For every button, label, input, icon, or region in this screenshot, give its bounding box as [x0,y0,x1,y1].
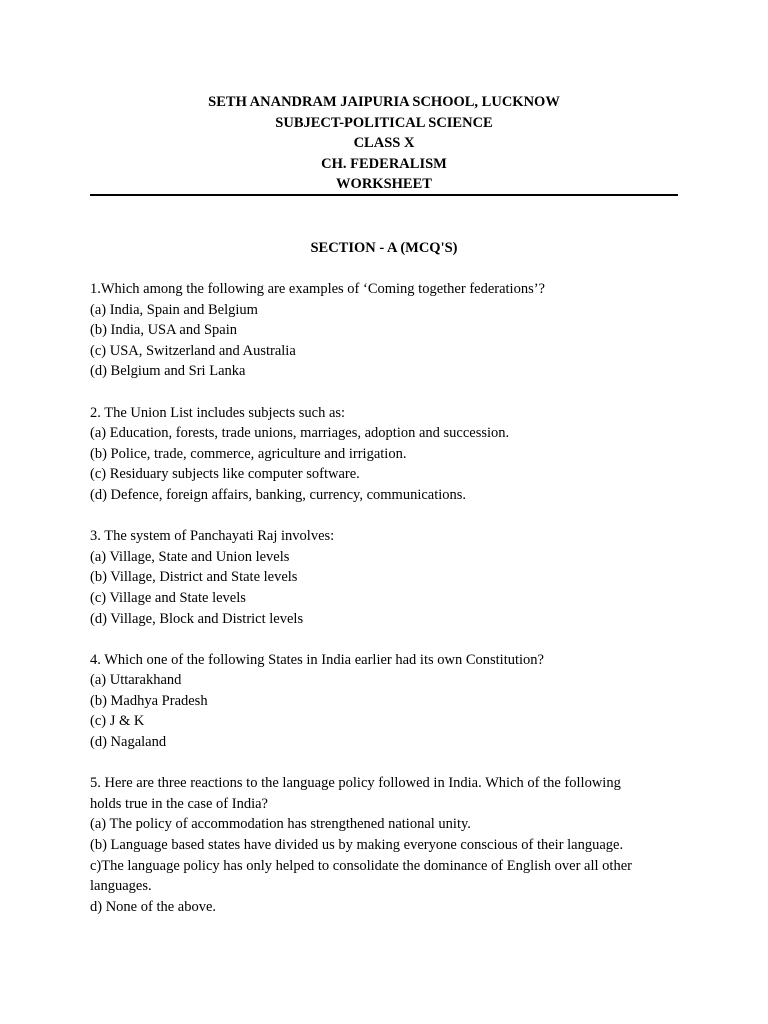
question-5-option-c: c)The language policy has only helped to consolidate the dominance of English over all other [90,857,632,874]
question-4-option-a: (a) Uttarakhand [90,672,182,689]
question-5 [90,773,680,917]
question-3-option-d: (d) Village, Block and District levels [90,610,304,627]
question-1-option-c: (c) USA, Switzerland and Australia [90,342,296,359]
question-2-option-b: (b) Police, trade, commerce, agriculture and irrigation. [90,445,407,462]
question-list [90,279,680,938]
question-5-text-continued: holds true in the case of India? [90,795,268,812]
question-3-option-a: (a) Village, State and Union levels [90,548,290,565]
question-2-option-d: (d) Defence, foreign affairs, banking, currency, communications. [90,486,467,503]
question-5-option-b: (b) Language based states have divided us by making everyone conscious of their language. [90,837,624,854]
question-3-option-b: (b) Village, District and State levels [90,569,298,586]
question-3 [90,526,680,629]
question-4-option-d: (d) Nagaland [90,734,167,751]
question-1-text: 1.Which among the following are examples of ‘Coming together federations’? [90,281,545,297]
question-4-option-c: (c) J & K [90,713,145,730]
question-2-option-a: (a) Education, forests, trade unions, marriages, adoption and succession. [90,425,510,442]
question-5-option-d: d) None of the above. [90,898,217,915]
question-1-option-b: (b) India, USA and Spain [90,322,237,339]
question-3-text: 3. The system of Panchayati Raj involves: [90,528,335,545]
question-5-option-c-continued: languages. [90,878,152,895]
question-5-text: 5. Here are three reactions to the language policy followed in India. Which of the following [90,775,621,792]
question-2-text: 2. The Union List includes subjects such as: [90,404,346,421]
chapter-line: CH. FEDERALISM [321,155,447,172]
header-divider [90,194,678,196]
question-1-option-a: (a) India, Spain and Belgium [90,301,258,318]
section-title: SECTION - A (MCQ'S) [310,240,458,256]
school-name: SETH ANANDRAM JAIPURIA SCHOOL, LUCKNOW [208,94,560,110]
question-1-option-d: (d) Belgium and Sri Lanka [90,363,246,380]
subject-line: SUBJECT-POLITICAL SCIENCE [275,114,493,131]
question-1 [90,279,680,382]
question-2 [90,403,680,506]
question-4-text: 4. Which one of the following States in India earlier had its own Constitution? [90,651,544,668]
question-2-option-c: (c) Residuary subjects like computer software. [90,466,360,483]
question-3-option-c: (c) Village and State levels [90,589,246,606]
question-4 [90,650,680,753]
question-4-option-b: (b) Madhya Pradesh [90,692,208,709]
question-5-option-a: (a) The policy of accommodation has strengthened national unity. [90,816,471,833]
document-header [90,92,678,195]
worksheet-label: WORKSHEET [336,176,432,193]
class-line: CLASS X [353,135,415,152]
